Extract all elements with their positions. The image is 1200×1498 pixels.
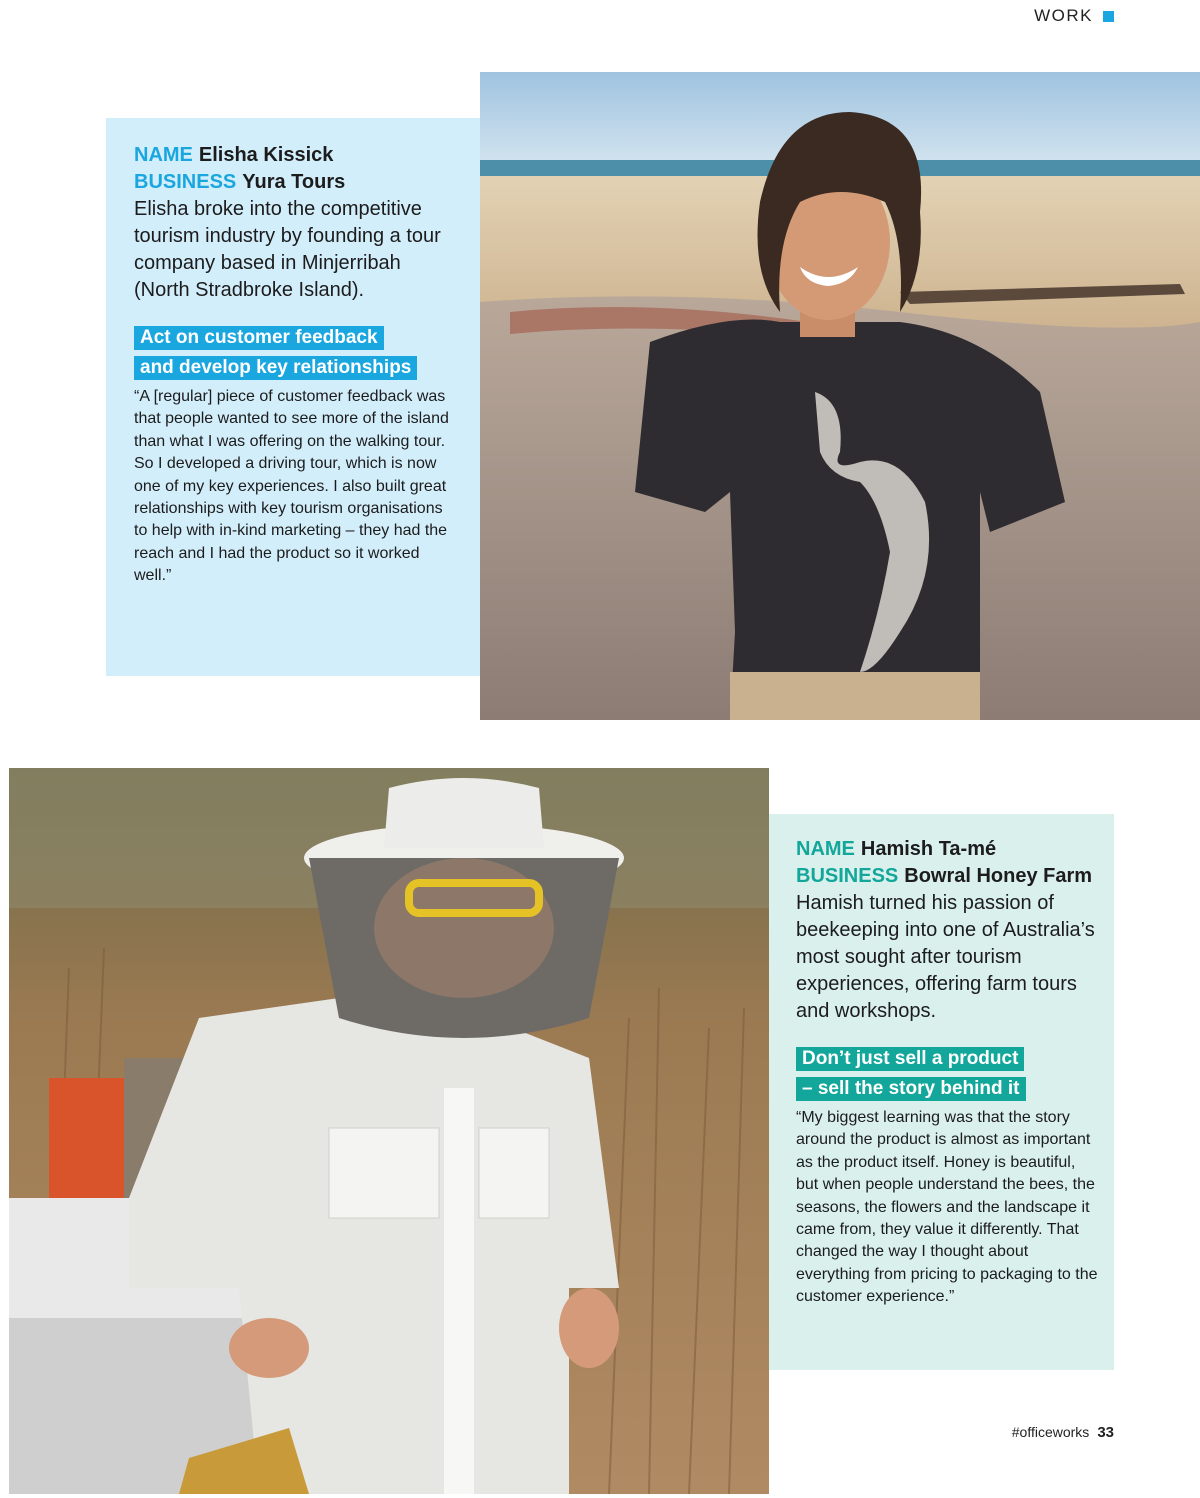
photo-hamish-illustration [9,768,769,1494]
photo-elisha-illustration [480,72,1200,720]
page-number: 33 [1097,1424,1114,1441]
person-name: Elisha Kissick [198,144,334,166]
profile-intro: Elisha broke into the competitive tourism industry by founding a tour company based in Minjerribah (North Stradbroke Island). [134,198,441,301]
section-marker-icon [1103,11,1114,22]
business-label: BUSINESS [796,865,899,887]
name-label: NAME [134,144,193,166]
business-name: Bowral Honey Farm [904,865,1093,887]
profile-card-elisha [106,118,480,676]
tip-heading-line-2: and develop key relationships [134,356,417,380]
page-footer [1012,1424,1114,1441]
profile-quote: “A [regular] piece of customer feedback was that people wanted to see more of the island than what I was offering on the walking tour. So I developed a driving tour, which is now one of my key experiences. I also built great relationships with key tourism organisations to help with in-kind marketing – they had the reach and I had the product so it worked well.” [134,388,449,585]
profile-quote: “My biggest learning was that the story around the product is almost as important as the product itself. Honey is beautiful, but when people understand the bees, the seasons, the flowers and the landscape it came from, they value it differently. That changed the way I thought about everything from pricing to packaging to the customer experience.” [796,1109,1098,1306]
person-name: Hamish Ta-mé [860,838,997,860]
business-label: BUSINESS [134,171,237,193]
tip-heading [796,1047,1100,1107]
section-header [1034,6,1114,26]
tip-heading-line-1: Act on customer feedback [134,326,384,350]
business-row [796,863,1100,890]
business-name: Yura Tours [242,171,346,193]
name-row [134,142,460,169]
business-row [134,169,460,196]
profile-intro: Hamish turned his passion of beekeeping into one of Australia’s most sought after tourism experiences, offering farm tours and workshops. [796,892,1095,1022]
tip-heading [134,326,460,386]
name-row [796,836,1100,863]
photo-hamish-beekeeper [9,768,769,1494]
profile-card-hamish [769,814,1114,1370]
section-title: WORK [1034,6,1093,25]
name-label: NAME [796,838,855,860]
footer-hashtag: #officeworks [1011,1424,1090,1440]
tip-heading-line-2: – sell the story behind it [796,1077,1026,1101]
tip-heading-line-1: Don’t just sell a product [796,1047,1024,1071]
photo-elisha-beach [480,72,1200,720]
